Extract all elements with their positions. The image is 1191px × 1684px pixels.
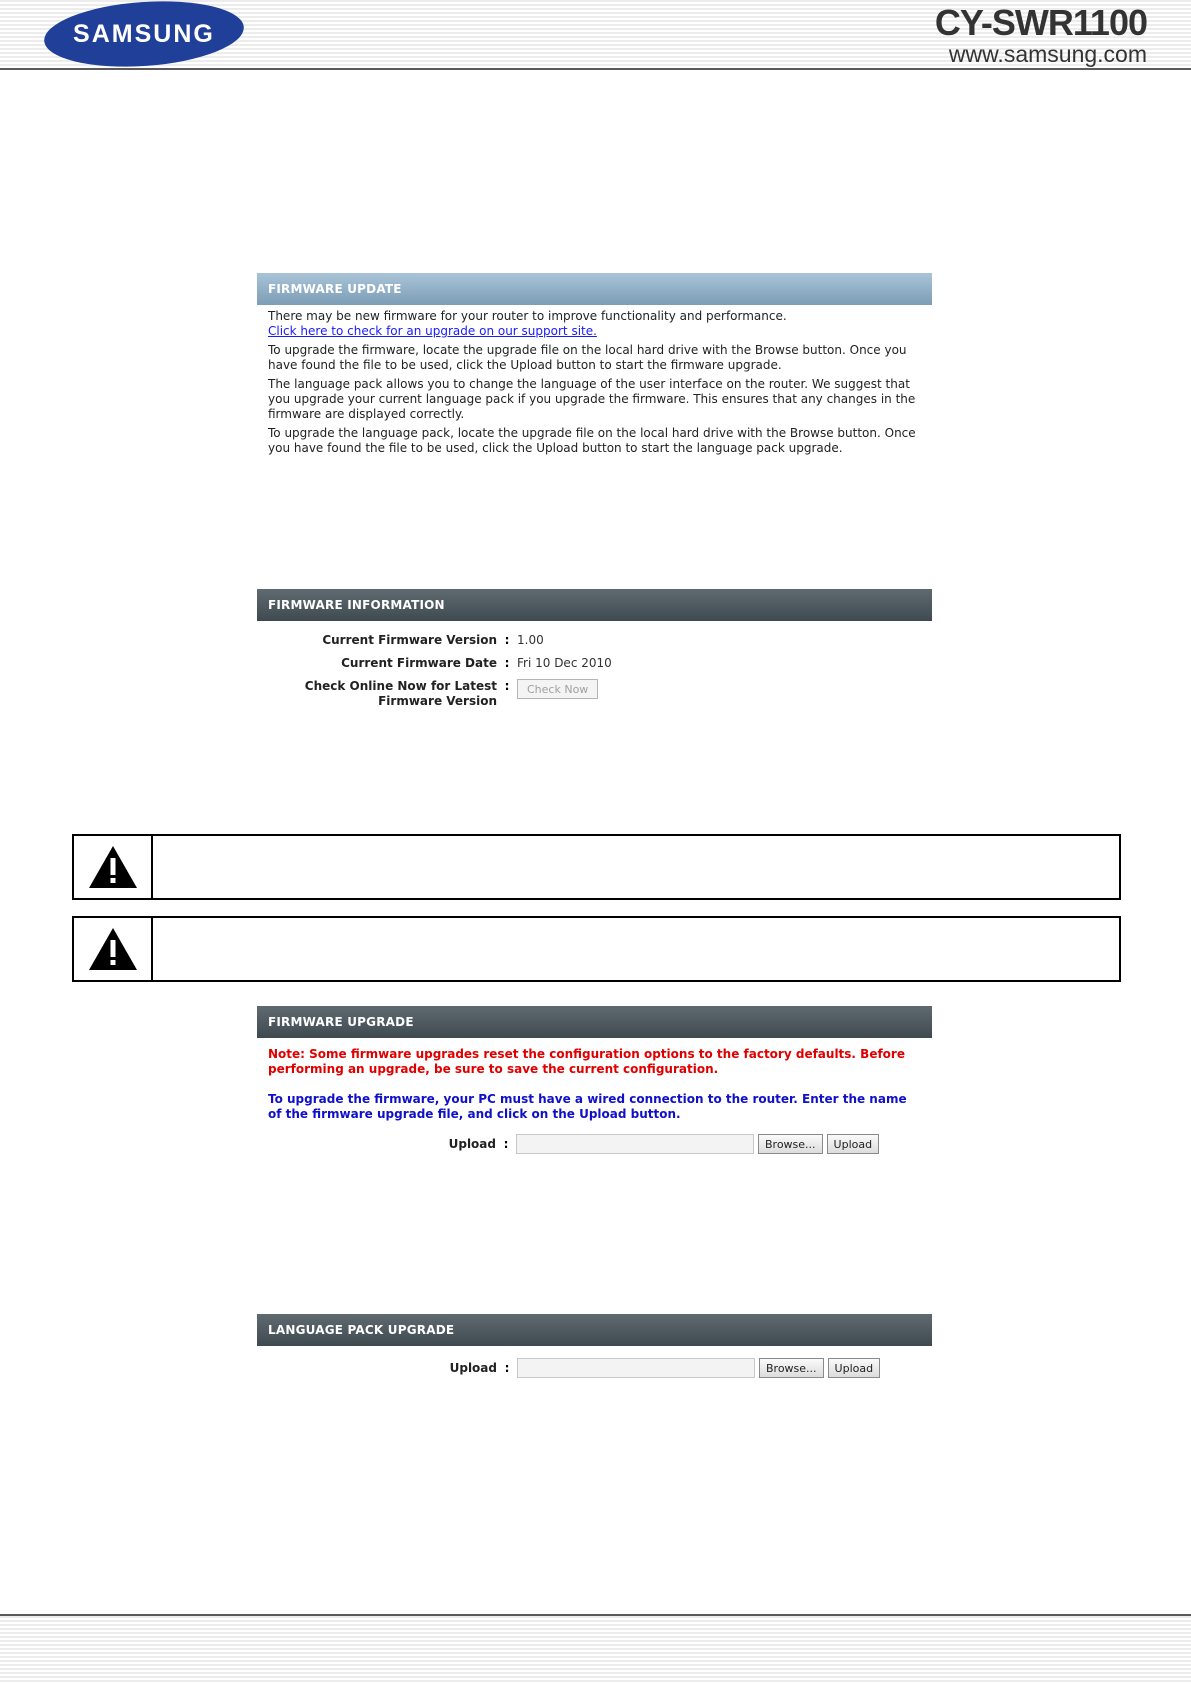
warning-box-1 [72,834,1121,900]
language-file-input[interactable] [517,1358,755,1378]
warning-text-2 [153,918,1119,980]
language-upload-button[interactable]: Upload [828,1358,881,1378]
intro-text: There may be new firmware for your router to improve functionality and performance. [268,309,787,323]
warning-icon [87,844,139,890]
firmware-date-label: Current Firmware Date [341,656,497,670]
colon: : [504,633,510,647]
warning-icon-cell [74,918,153,980]
warning-icon-cell [74,836,153,898]
wired-connection-instruction: To upgrade the firmware, your PC must have a wired connection to the router. Enter the name of the firmware upgrade file, and click on the Upload button. [268,1092,907,1121]
firmware-upgrade-body [257,1038,932,1122]
support-site-link[interactable]: Click here to check for an upgrade on our support site. [268,324,597,338]
firmware-information-panel [257,589,932,717]
firmware-upload-button[interactable]: Upload [827,1134,880,1154]
firmware-file-input[interactable] [516,1134,754,1154]
check-online-row [257,679,932,709]
firmware-version-value: 1.00 [517,633,544,647]
firmware-upgrade-title: FIRMWARE UPGRADE [257,1006,932,1038]
language-browse-button[interactable]: Browse... [759,1358,824,1378]
upgrade-instructions: To upgrade the firmware, locate the upgrade file on the local hard drive with the Browse button. Once you have found the file to be used, click the Upload button to start the firmware upgrade. [268,343,907,372]
check-online-label-line2: Firmware Version [378,694,497,708]
firmware-upgrade-panel [257,1006,932,1154]
model-block [935,4,1147,66]
page-header [0,0,1191,68]
firmware-update-body [257,305,932,456]
check-online-label [257,679,497,709]
header-divider [0,68,1191,70]
firmware-update-panel [257,273,932,460]
warning-text-1 [153,836,1119,898]
samsung-logo [42,0,246,73]
language-pack-description: The language pack allows you to change the language of the user interface on the router. We suggest that you upgrade your current language pack if you upgrade the firmware. This ensures that any changes in the firmware are displayed correctly. [268,377,916,421]
firmware-information-body [257,621,932,709]
language-pack-upgrade-panel [257,1314,932,1378]
firmware-date-row [257,656,932,671]
firmware-upload-row [256,1134,932,1154]
factory-reset-note: Note: Some firmware upgrades reset the configuration options to the factory defaults. Before performing an upgrade, be sure to save the current configuration. [268,1047,905,1076]
warning-icon [87,926,139,972]
colon: : [504,1361,510,1375]
firmware-information-title: FIRMWARE INFORMATION [257,589,932,621]
language-upload-row [257,1358,932,1378]
firmware-browse-button[interactable]: Browse... [758,1134,823,1154]
upload-label: Upload [449,1361,497,1375]
warning-box-2 [72,916,1121,982]
firmware-version-label: Current Firmware Version [322,633,497,647]
check-now-container [517,679,598,709]
firmware-update-title: FIRMWARE UPDATE [257,273,932,305]
colon: : [503,1137,509,1151]
brand-name: SAMSUNG [73,19,215,48]
upload-label: Upload [448,1137,496,1151]
check-now-button[interactable]: Check Now [517,679,598,699]
firmware-date-value: Fri 10 Dec 2010 [517,656,612,670]
website: www.samsung.com [948,41,1147,67]
model-number: CY-SWR1100 [934,2,1147,43]
colon: : [504,679,510,693]
firmware-version-row [257,633,932,648]
page-footer [0,1616,1191,1684]
language-pack-instructions: To upgrade the language pack, locate the upgrade file on the local hard drive with the Browse button. Once you have found the file to be used, click the Upload button to start the language pack upgrade. [268,426,916,455]
colon: : [504,656,510,670]
language-pack-upgrade-title: LANGUAGE PACK UPGRADE [257,1314,932,1346]
check-online-label-line1: Check Online Now for Latest [304,679,497,693]
